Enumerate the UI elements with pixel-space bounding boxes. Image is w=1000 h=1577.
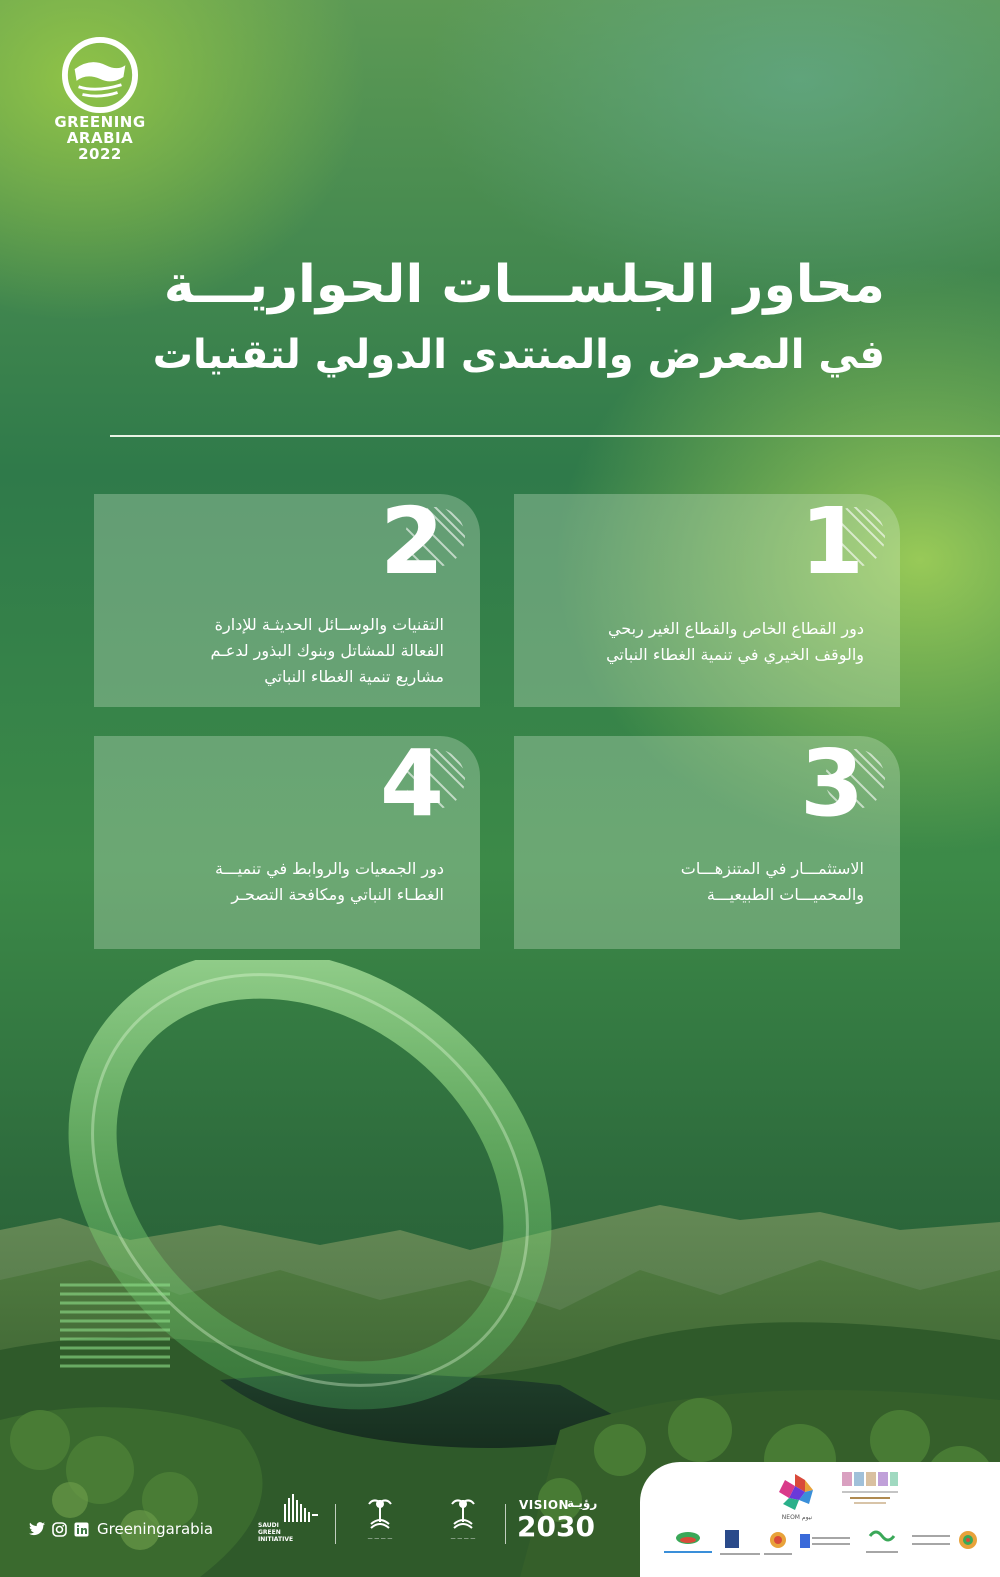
logo-line-2: ARABIA	[66, 129, 134, 147]
sponsor-logo-row	[650, 1524, 990, 1564]
card-text	[544, 856, 864, 908]
card-text	[124, 612, 444, 690]
twitter-icon[interactable]	[28, 1520, 46, 1538]
palm-swords-icon	[345, 1494, 415, 1534]
social-handles	[28, 1517, 213, 1541]
session-card-4	[94, 730, 480, 949]
divider	[110, 435, 1000, 437]
instagram-icon[interactable]	[50, 1520, 68, 1538]
session-card-3	[514, 730, 900, 949]
vision-2030-logo	[515, 1494, 605, 1550]
greening-arabia-logo	[40, 36, 160, 162]
page-subtitle: في المعرض والمنتدى الدولي لتقنيات	[152, 332, 885, 378]
card-number: 3	[799, 730, 864, 837]
sgi-bars-icon	[258, 1494, 328, 1524]
footer-separator	[335, 1504, 336, 1544]
card-text-line: دور الجمعيات والروابط في تنميـــة	[215, 859, 444, 878]
card-text	[124, 856, 444, 908]
sgi-text: SAUDI GREEN INITIATIVE	[258, 1522, 294, 1543]
card-text-line: مشاريع تنمية الغطاء النباتي	[264, 667, 444, 686]
ministry-emblem-2	[428, 1494, 498, 1550]
logo-line-1: GREENING	[54, 113, 146, 131]
neom-en: NEOM	[781, 1514, 800, 1521]
card-number: 1	[799, 488, 864, 595]
card-text	[544, 616, 864, 668]
card-text-line: والوقف الخيري في تنمية الغطاء النباتي	[606, 645, 864, 664]
card-text-line: الغطـاء النباتي ومكافحة التصحـر	[231, 885, 444, 904]
palm-swords-icon	[428, 1494, 498, 1534]
neom-ar: نيوم	[801, 1514, 813, 1521]
social-handle[interactable]: Greeningarabia	[97, 1520, 214, 1538]
ministry-emblem-1	[345, 1494, 415, 1550]
sponsor-panel	[640, 1462, 1000, 1577]
card-text-line: الاستثمـــار في المتنزهـــات	[680, 859, 864, 878]
emblem-caption: — — — —	[367, 1536, 393, 1542]
card-text-line: التقنيات والوســائل الحديثـة للإدارة	[214, 615, 444, 634]
linkedin-icon[interactable]	[72, 1520, 90, 1538]
vision-arabic: رؤيـة	[567, 1496, 598, 1510]
page-title: محاور الجلســـات الحواريـــة	[163, 255, 885, 315]
stripe-pattern	[60, 1280, 170, 1380]
neom-logo-icon	[775, 1472, 815, 1512]
session-card-2	[94, 488, 480, 707]
neom-label	[772, 1514, 822, 1521]
card-text-line: الفعالة للمشاتل وبنوك البذور لدعـم	[210, 641, 444, 660]
card-text-line: والمحميـــات الطبيعيـــة	[706, 885, 864, 904]
card-number: 2	[379, 488, 444, 595]
logo-line-3: 2022	[78, 145, 122, 163]
globe-hand-icon	[61, 36, 139, 114]
vision-word: VISION	[519, 1498, 570, 1512]
footer-separator	[505, 1504, 506, 1544]
card-number: 4	[379, 730, 444, 837]
sponsor-tile-logo	[840, 1470, 900, 1506]
saudi-green-initiative-logo	[258, 1494, 328, 1550]
emblem-caption: — — — —	[450, 1536, 476, 1542]
vision-year: 2030	[517, 1510, 595, 1543]
session-card-1	[514, 488, 900, 707]
card-text-line: دور القطاع الخاص والقطاع الغير ربحي	[607, 619, 864, 638]
